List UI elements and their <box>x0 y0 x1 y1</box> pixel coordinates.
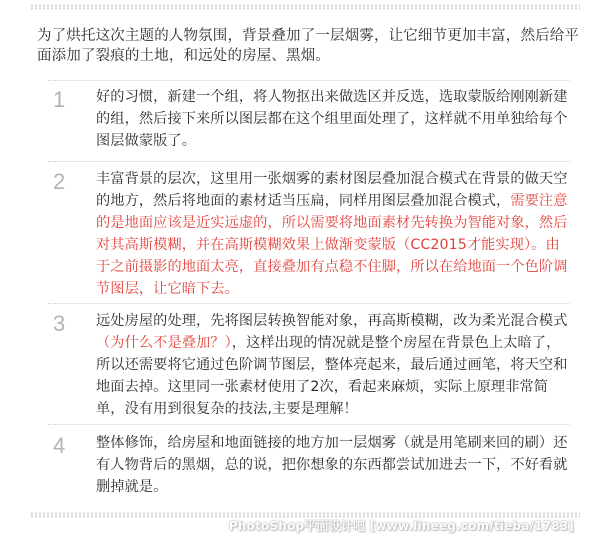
step-number: 1 <box>53 87 66 112</box>
step-body: 远处房屋的处理，先将图层转换智能对象，再高斯模糊，改为柔光混合模式 <box>96 313 568 329</box>
step-text <box>96 168 568 300</box>
intro-paragraph: 为了烘托这次主题的人物氛围，背景叠加了一层烟雾，让它细节更加丰富，然后给平面添加了裂痕的土地，和远处的房屋、黑烟。 <box>37 28 580 64</box>
top-dotted-border <box>30 4 580 10</box>
step-body-continued: ，这样出现的情况就是整个房屋在背景色上太暗了，所以还需要将它通过色阶调节图层，整体亮起来，最后通过画笔，将天空和地面去掉。这里同一张素材使用了2次，看起来麻烦，实际上原理非常简单，没有用到很复杂的技法,主要是理解！ <box>96 335 568 417</box>
watermark: PhotoShop平面设计吧 [www.lineeg.com/tieba/1783] <box>228 519 574 533</box>
divider <box>48 424 570 425</box>
step-text <box>96 432 568 498</box>
step-number: 2 <box>53 169 66 194</box>
step-text <box>96 86 568 152</box>
divider <box>48 161 570 162</box>
step-highlight: （为什么不是叠加？） <box>96 335 232 351</box>
step-body: 好的习惯，新建一个组，将人物抠出来做选区并反选，选取蒙版给刚刚新建的组，然后接下来所以图层都在这个组里面处理了，这样就不用单独给每个图层做蒙版了。 <box>96 89 568 149</box>
step-body: 丰富背景的层次，这里用一张烟雾的素材图层叠加混合模式在背景的做天空的地方，然后将地面的素材适当压扁，同样用图层叠加混合模式， <box>96 171 568 209</box>
divider <box>48 303 570 304</box>
step-text <box>96 310 568 420</box>
step-body: 整体修饰，给房屋和地面链接的地方加一层烟雾（就是用笔刷来回的刷）还有人物背后的黑烟，总的说，把你想象的东西都尝试加进去一下，不好看就删掉就是。 <box>96 435 568 495</box>
step-number: 3 <box>53 311 66 336</box>
step-highlight: 需要注意的是地面应该是近实远虚的，所以需要将地面素材先转换为智能对象，然后对其高斯模糊，并在高斯模糊效果上做渐变蒙版（CC2015才能实现）。由于之前摄影的地面太亮，直接叠加有点稳不住脚，所以在给地面一个色阶调节图层，让它暗下去。 <box>96 193 568 297</box>
step-number: 4 <box>53 433 66 458</box>
divider <box>48 80 570 81</box>
